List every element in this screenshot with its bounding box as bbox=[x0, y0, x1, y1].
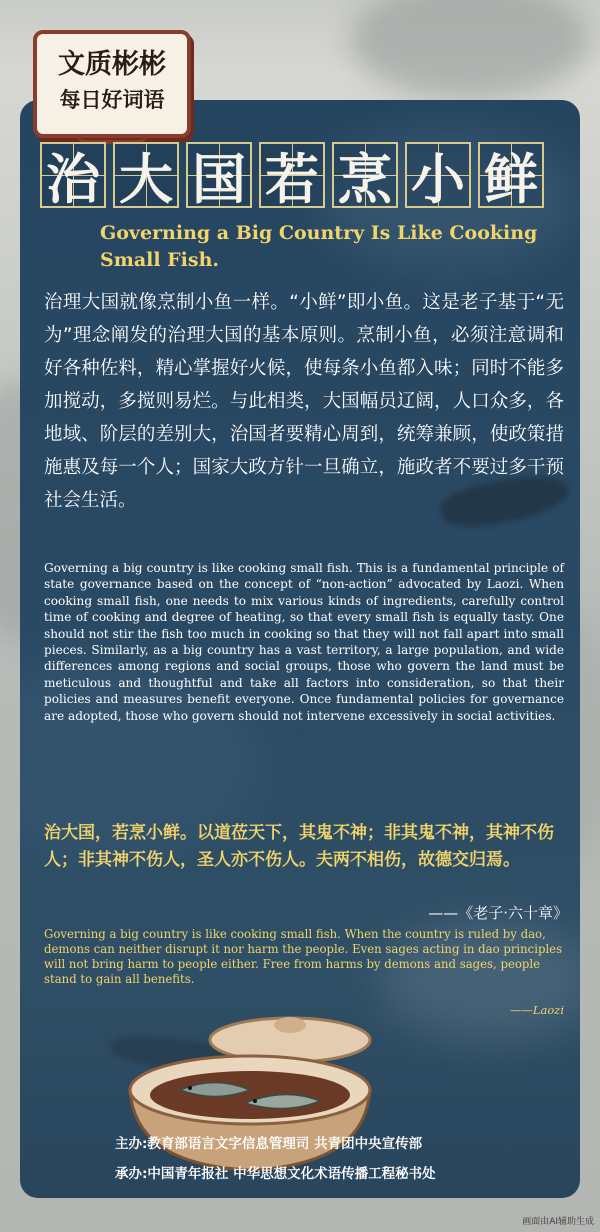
classic-quote-source: ——《老子·六十章》 bbox=[428, 904, 568, 922]
co-organizers: 承办:中国青年报社 中华思想文化术语传播工程秘书处 bbox=[115, 1166, 436, 1182]
column-badge bbox=[33, 30, 191, 138]
title-cell bbox=[332, 142, 398, 211]
title-cell bbox=[259, 142, 325, 211]
title-cell bbox=[186, 142, 252, 211]
broth bbox=[150, 1071, 350, 1119]
ai-generated-note: 画面由AI辅助生成 bbox=[522, 1217, 594, 1227]
title-char: 若 bbox=[265, 147, 319, 211]
title-char: 烹 bbox=[338, 147, 392, 211]
host-organizers: 主办:教育部语言文字信息管理司 共青团中央宣传部 bbox=[115, 1136, 423, 1152]
classic-quote-english-source: ——Laozi bbox=[509, 1003, 564, 1017]
badge-subtitle: 每日好词语 bbox=[59, 88, 165, 112]
background-wash bbox=[350, 0, 590, 100]
title-char: 治 bbox=[46, 147, 100, 211]
title-cell bbox=[40, 142, 106, 211]
badge-title: 文质彬彬 bbox=[58, 49, 166, 80]
title-cell bbox=[113, 142, 179, 211]
chinese-explanation: 治理大国就像烹制小鱼一样。“小鲜”即小鱼。这是老子基于“无为”理念阐发的治理大国的基本原则。烹制小鱼，必须注意调和好各种佐料，精心掌握好火候，使每条小鱼都入味；同时不能多加搅动，多搅则易烂。与此相类，大国幅员辽阔，人口众多，各地域、阶层的差别大，治国者要精心周到，统筹兼顾，使政策措施惠及每一个人；国家大政方针一旦确立，施政者不要过多干预社会生活。 bbox=[44, 292, 564, 511]
title-char: 国 bbox=[192, 147, 246, 211]
title-char: 大 bbox=[119, 147, 173, 211]
title-cell bbox=[405, 142, 471, 211]
lid-knob bbox=[274, 1017, 306, 1033]
classic-quote-english: Governing a big country is like cooking small fish. When the country is ruled by dao, demons can neither disrupt it nor harm the people. Even sages acting in dao principles will not bring harm to people either. Free from harms by demons and sages, people stand to gain all benefits. bbox=[44, 927, 563, 986]
title-char: 鲜 bbox=[484, 147, 538, 211]
title-char: 小 bbox=[411, 147, 465, 211]
title-cell bbox=[478, 142, 544, 211]
english-title: Governing a Big Country Is Like Cooking Small Fish. bbox=[100, 222, 538, 271]
english-explanation: Governing a big country is like cooking small fish. This is a fundamental principle of state governance based on the concept of “non-action” advocated by Laozi. When cooking small fish, one needs to mix various kinds of ingredients, carefully control time of cooking and degree of heating, so that every small fish is equally tasty. One should not stir the fish too much in cooking so that they will not fall apart into small pieces. Similarly, as a big country has a vast territory, a large population, and wide differences among regions and social groups, those who govern the land must be meticulous and thoughtful and take all factors into consideration, so that their policies and measures benefit everyone. Once fundamental policies for governance are adopted, those who govern should not intervene excessively in social activities. bbox=[44, 561, 564, 723]
classic-quote-chinese: 治大国，若烹小鲜。以道莅天下，其鬼不神；非其鬼不神，其神不伤人；非其神不伤人，圣人亦不伤人。夫两不相伤，故德交归焉。 bbox=[44, 823, 554, 870]
chinese-title bbox=[40, 142, 544, 211]
